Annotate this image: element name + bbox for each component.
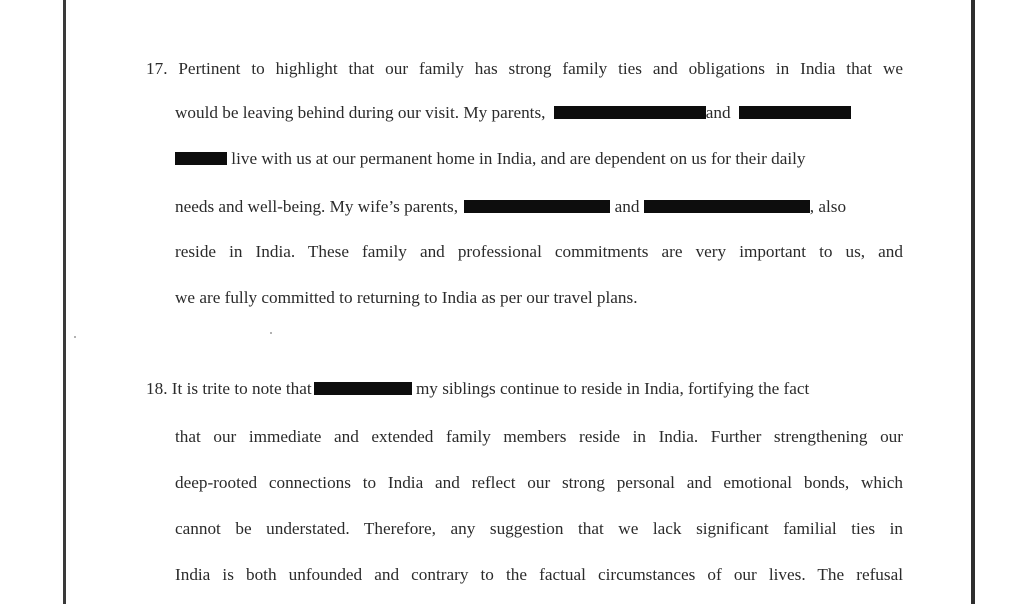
paragraph-line xyxy=(175,196,903,218)
paragraph-line xyxy=(175,472,903,494)
paragraph-text: and xyxy=(614,197,640,216)
paragraph-text: reside in India. These family and professional commitments are very important to us, and xyxy=(175,242,903,261)
paragraph-line xyxy=(175,102,903,124)
paragraph-text: India is both unfounded and contrary to the factual circumstances of our lives. The refusal xyxy=(175,565,903,584)
paragraph-line xyxy=(175,287,903,309)
paragraph-text: that our immediate and extended family members reside in India. Further strengthening our xyxy=(175,427,903,446)
paragraph-text: deep-rooted connections to India and reflect our strong personal and emotional bonds, which xyxy=(175,473,903,492)
redaction-bar xyxy=(644,200,810,213)
paragraph-text: would be leaving behind during our visit. My parents, xyxy=(175,103,546,122)
paragraph-text: needs and well-being. My wife’s parents, xyxy=(175,197,459,216)
paragraph-text: It is trite to note that xyxy=(171,379,312,398)
paragraph-line xyxy=(175,148,903,170)
paragraph-line xyxy=(146,58,903,80)
paragraph-number: 18. xyxy=(146,379,168,398)
paragraph-text: cannot be understated. Therefore, any suggestion that we lack significant familial ties in xyxy=(175,519,903,538)
paragraph-text: , also xyxy=(809,197,847,216)
redaction-bar xyxy=(554,106,706,119)
paragraph-line xyxy=(175,241,903,263)
paragraph-text: live with us at our permanent home in India, and are dependent on us for their daily xyxy=(231,149,806,168)
paragraph-line xyxy=(175,564,903,586)
paragraph-number: 17. xyxy=(146,59,168,78)
paragraph-line xyxy=(175,426,903,448)
paragraph-text: we are fully committed to returning to India as per our travel plans. xyxy=(175,288,638,307)
redaction-bar xyxy=(314,382,412,395)
paragraph-line xyxy=(175,518,903,540)
scan-speck xyxy=(74,336,76,338)
scan-speck xyxy=(270,332,272,334)
paragraph-text: Pertinent to highlight that our family has strong family ties and obligations in India that we xyxy=(178,59,903,78)
redaction-bar xyxy=(175,152,227,165)
redaction-bar xyxy=(464,200,610,213)
scan-right-edge xyxy=(971,0,975,604)
paragraph-text: and xyxy=(705,103,731,122)
paragraph-text: my siblings continue to reside in India, fortifying the fact xyxy=(415,379,810,398)
scan-left-edge xyxy=(63,0,66,604)
paragraph-line xyxy=(146,378,903,400)
redaction-bar xyxy=(739,106,851,119)
